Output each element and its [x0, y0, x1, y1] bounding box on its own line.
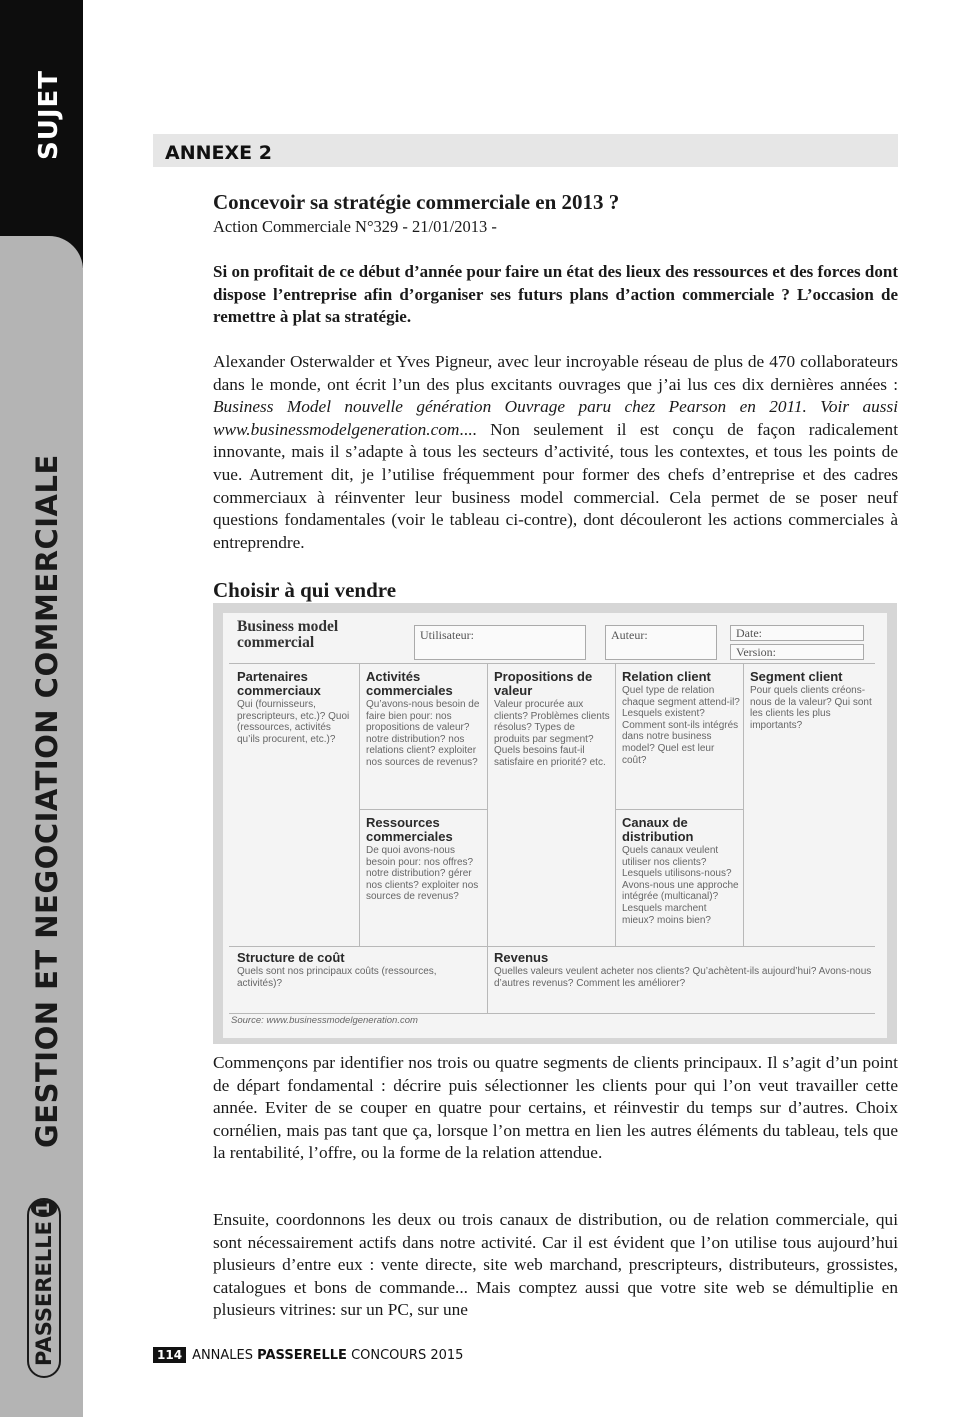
footer-annales: ANNALES	[192, 1347, 254, 1363]
grid-line-top	[229, 663, 875, 664]
canvas-title-line-1: Business model	[237, 618, 339, 635]
article-paragraph-1	[213, 351, 898, 554]
logo-text: PASSERELLE	[32, 1221, 56, 1366]
paragraph-1-text-b: .... Non seulement il est conçu de façon radicalement innovante, mais il s’adapte à tous les secteurs d’activité, tous les contextes, et tous les points de vue. Autrement dit, je l’utilise fréquemment pour former des chefs d’entreprise et des cadres commerciaux à réinventer leur business model commercial. Cela permet de se poser neuf questions fondamentales (voir le tableau ci-contre), dont découleront les actions commerciales à entreprendre.	[213, 419, 898, 552]
paragraph-1-book-reference: Business Model nouvelle génération Ouvrage paru chez Pearson en 2011. Voir aussi www.businessmodelgeneration.com	[213, 397, 898, 439]
relation-heading: Relation client	[622, 669, 711, 684]
annexe-header: ANNEXE 2	[153, 134, 898, 167]
version-field: Version:	[730, 644, 864, 660]
cell-partenaires	[237, 670, 355, 745]
section-heading: Choisir à qui vendre	[213, 578, 397, 602]
footer-passerelle: PASSERELLE	[257, 1347, 347, 1363]
segment-text: Pour quels clients créons-nous de la valeur? Qui sont les clients les plus importants?	[750, 685, 872, 731]
canvas-title-line-2: commercial	[237, 634, 315, 651]
paragraph-1-text-a: Alexander Osterwalder et Yves Pigneur, avec leur incroyable réseau de plus de 470 collaborateurs dans le monde, ont écrit l’un des plus excitants ouvrages que j’ai lus ces dix dernières années :	[213, 352, 898, 394]
grid-line-v4	[743, 663, 744, 946]
business-model-canvas	[223, 613, 887, 1038]
segment-heading: Segment client	[750, 669, 843, 684]
canvas-source: Source: www.businessmodelgeneration.com	[231, 1015, 418, 1026]
auteur-field: Auteur:	[605, 625, 717, 660]
grid-line-bottom	[229, 946, 875, 947]
cell-canaux	[622, 816, 740, 926]
cell-relation	[622, 670, 740, 766]
article-paragraph-3: Ensuite, coordonnons les deux ou trois canaux de distribution, ou de relation commerciale, qui sont nécessairement actifs dans notre activité. Car il est évident que l’on utilise tous aujourd’hui plusieurs d’entre eux : vente directe, site web marchand, prescripteurs, distributeurs, grossistes, catalogues et bons de commande... Mais comptez aussi que votre site web se démultiplie en plusieurs vitrines: sur un PC, sur une	[213, 1210, 898, 1320]
passerelle-logo	[27, 1198, 61, 1378]
cell-segment	[750, 670, 872, 731]
grid-line-h-canaux	[615, 809, 743, 810]
activites-heading: Activités commerciales	[366, 669, 453, 698]
ressources-heading: Ressources commerciales	[366, 815, 453, 844]
propositions-text: Valeur procurée aux clients? Problèmes clients résolus? Types de produits par segment? Quels besoins faut-il satisfaire en priorité? etc.	[494, 699, 610, 768]
revenus-text: Quelles valeurs veulent acheter nos clients? Qu’achètent-ils aujourd’hui? Avons-nous d’autres revenus? Comment les améliorer?	[494, 966, 872, 989]
grid-line-v1	[359, 663, 360, 946]
cell-propositions	[494, 670, 612, 769]
grid-line-h-ressources	[359, 809, 487, 810]
article-source: Action Commerciale N°329 - 21/01/2013 -	[213, 217, 497, 236]
date-field: Date:	[730, 625, 864, 641]
partenaires-text: Qui (fournisseurs, prescripteurs, etc.)? Quoi (ressources, activités qu’ils procurent, etc.)?	[237, 699, 350, 745]
article-title: Concevoir sa stratégie commerciale en 2013 ?	[213, 190, 620, 214]
canaux-heading: Canaux de distribution	[622, 815, 694, 844]
cell-ressources	[366, 816, 484, 903]
propositions-heading: Propositions de valeur	[494, 669, 593, 698]
sidebar	[0, 0, 83, 1417]
business-model-figure	[213, 603, 897, 1044]
partenaires-heading: Partenaires commerciaux	[237, 669, 321, 698]
sidebar-section-label: GESTION ET NEGOCIATION COMMERCIALE	[30, 454, 64, 1148]
structure-heading: Structure de coût	[237, 950, 345, 965]
activites-text: Qu’avons-nous besoin de faire bien pour: nos propositions de valeur? notre distribution? nos relations client? exploiter nos sources de revenus?	[366, 699, 480, 768]
cell-activites	[366, 670, 484, 769]
grid-line-v2	[487, 663, 488, 1013]
cell-structure-cout	[237, 951, 482, 989]
ressources-text: De quoi avons-nous besoin pour: nos offres? notre distribution? gérer nos clients? exploiter nos sources de revenus?	[366, 845, 479, 903]
structure-text: Quels sont nos principaux coûts (ressources, activités)?	[237, 966, 437, 989]
grid-line-footer	[229, 1013, 875, 1014]
article-lead: Si on profitait de ce début d’année pour faire un état des lieux des ressources et des forces dont dispose l’entreprise afin d’organiser ses futurs plans d’action commerciale ? L’occasion de remettre à plat sa stratégie.	[213, 262, 898, 327]
cell-revenus	[494, 951, 874, 989]
footer-concours: CONCOURS 2015	[351, 1347, 464, 1363]
canaux-text: Quels canaux veulent utiliser nos clients? Lesquels utilisons-nous? Avons-nous une approche intégrée (multicanal)? Lesquels marchent mieux? moins bien?	[622, 845, 739, 926]
revenus-heading: Revenus	[494, 950, 549, 965]
grid-line-v3	[615, 663, 616, 946]
logo-number: 1	[31, 1200, 57, 1217]
canvas-title	[237, 619, 338, 651]
page-footer	[153, 1347, 463, 1363]
sidebar-sujet-label: SUJET	[34, 69, 64, 160]
article-paragraph-2: Commençons par identifier nos trois ou quatre segments de clients principaux. Il s’agit d’un point de départ fondamental : décrire puis sélectionner les clients pour qui l’on veut travailler cette année. Eviter de se couper en quatre pour certains, et réinvestir du temps sur d’autres. Choix cornélien, mais pas tant que ça, lorsque l’on mettra en lien les autres éléments du tableau, tels que la rentabilité, l’offre, ou la forme de la relation attendue.	[213, 1053, 898, 1163]
utilisateur-field: Utilisateur:	[414, 625, 586, 660]
relation-text: Quel type de relation chaque segment attend-il? Lesquels existent? Comment sont-ils intégrés dans notre business model? Quel est leur coût?	[622, 685, 740, 766]
page-number: 114	[153, 1347, 186, 1363]
